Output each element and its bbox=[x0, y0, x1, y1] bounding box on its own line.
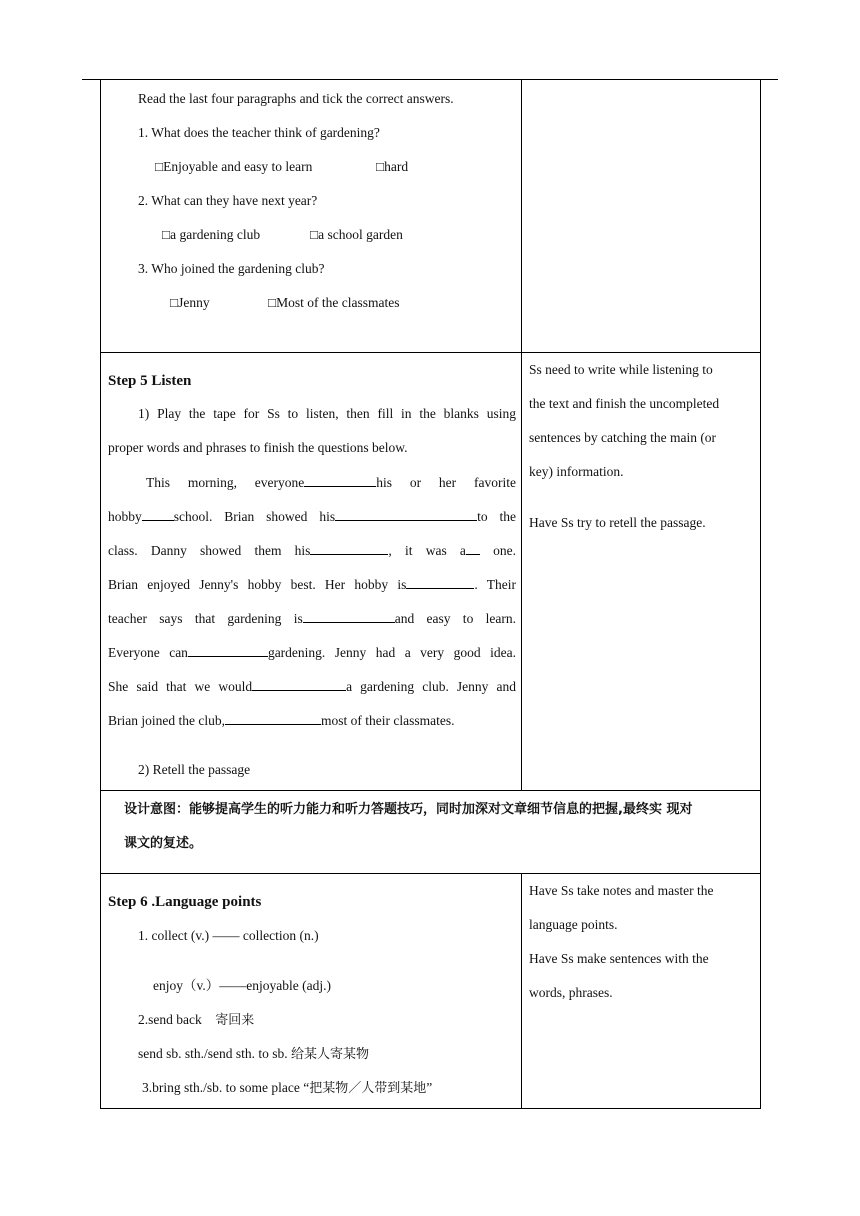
passage-line-5: teacher says that gardening is and easy to learn. bbox=[108, 611, 516, 626]
passage-line-1: This morning, everyone his or her favorite bbox=[146, 475, 516, 490]
step5-task2: 2) Retell the passage bbox=[138, 762, 251, 777]
passage-line-8: Brian joined the club, most of their classmates. bbox=[108, 713, 455, 728]
question-2: 2. What can they have next year? bbox=[138, 193, 318, 208]
step5-task1-line1: 1) Play the tape for Ss to listen, then fill in the blanks using bbox=[138, 406, 516, 421]
question-1-option-b: □hard bbox=[376, 159, 409, 174]
table-border-bottom bbox=[100, 1108, 761, 1109]
step6-note-line-4: words, phrases. bbox=[529, 985, 613, 1000]
language-point-1: 1. collect (v.) —— collection (n.) bbox=[138, 928, 319, 943]
design-intent-line-2: 课文的复述。 bbox=[124, 836, 203, 851]
step6-note-line-3: Have Ss make sentences with the bbox=[529, 951, 709, 966]
language-point-2: 2.send back 寄回来 bbox=[138, 1012, 255, 1028]
passage-line-6: Everyone can gardening. Jenny had a very good idea. bbox=[108, 645, 516, 660]
reading-instruction: Read the last four paragraphs and tick the correct answers. bbox=[138, 91, 454, 106]
design-intent-line-1: 设计意图：能够提高学生的听力能力和听力答题技巧，同时加深对文章细节信息的把握,最终实 现对 bbox=[124, 802, 693, 817]
question-3-option-b: □Most of the classmates bbox=[268, 295, 400, 310]
step6-title: Step 6 .Language points bbox=[108, 894, 262, 910]
passage-line-7: She said that we would a gardening club. Jenny and bbox=[108, 679, 516, 694]
step5-note-line-3: sentences by catching the main (or bbox=[529, 430, 717, 445]
page-header-rule bbox=[82, 79, 778, 80]
question-2-option-b: □a school garden bbox=[310, 227, 403, 242]
table-border-right bbox=[760, 80, 761, 1109]
row-divider-3 bbox=[100, 873, 761, 874]
step6-note-line-1: Have Ss take notes and master the bbox=[529, 883, 714, 898]
question-1-option-a: □Enjoyable and easy to learn bbox=[155, 159, 313, 174]
step5-title: Step 5 Listen bbox=[108, 373, 192, 389]
step5-note-line-1: Ss need to write while listening to bbox=[529, 362, 713, 377]
step5-task1-line2: proper words and phrases to finish the questions below. bbox=[108, 440, 408, 455]
question-3: 3. Who joined the gardening club? bbox=[138, 261, 325, 276]
column-divider-top bbox=[521, 80, 522, 790]
question-1: 1. What does the teacher think of gardening? bbox=[138, 125, 380, 140]
language-point-3: 3.bring sth./sb. to some place “把某物／人带到某地” bbox=[142, 1080, 433, 1096]
step5-note-line-4: key) information. bbox=[529, 464, 624, 479]
step6-note-line-2: language points. bbox=[529, 917, 618, 932]
step5-note-retell: Have Ss try to retell the passage. bbox=[529, 515, 706, 530]
column-divider-bottom bbox=[521, 873, 522, 1109]
question-3-option-a: □Jenny bbox=[170, 295, 210, 310]
passage-line-4: Brian enjoyed Jenny's hobby best. Her hobby is . Their bbox=[108, 577, 516, 592]
passage-line-2: hobby school. Brian showed his to the bbox=[108, 509, 516, 524]
question-2-option-a: □a gardening club bbox=[162, 227, 261, 242]
row-divider-1 bbox=[100, 352, 761, 353]
row-divider-2 bbox=[100, 790, 761, 791]
table-border-left bbox=[100, 80, 101, 1109]
language-point-1b: enjoy（v.）——enjoyable (adj.) bbox=[153, 978, 331, 993]
step5-note-line-2: the text and finish the uncompleted bbox=[529, 396, 720, 411]
language-point-2b: send sb. sth./send sth. to sb. 给某人寄某物 bbox=[138, 1046, 370, 1062]
passage-line-3: class. Danny showed them his , it was a one. bbox=[108, 543, 516, 558]
